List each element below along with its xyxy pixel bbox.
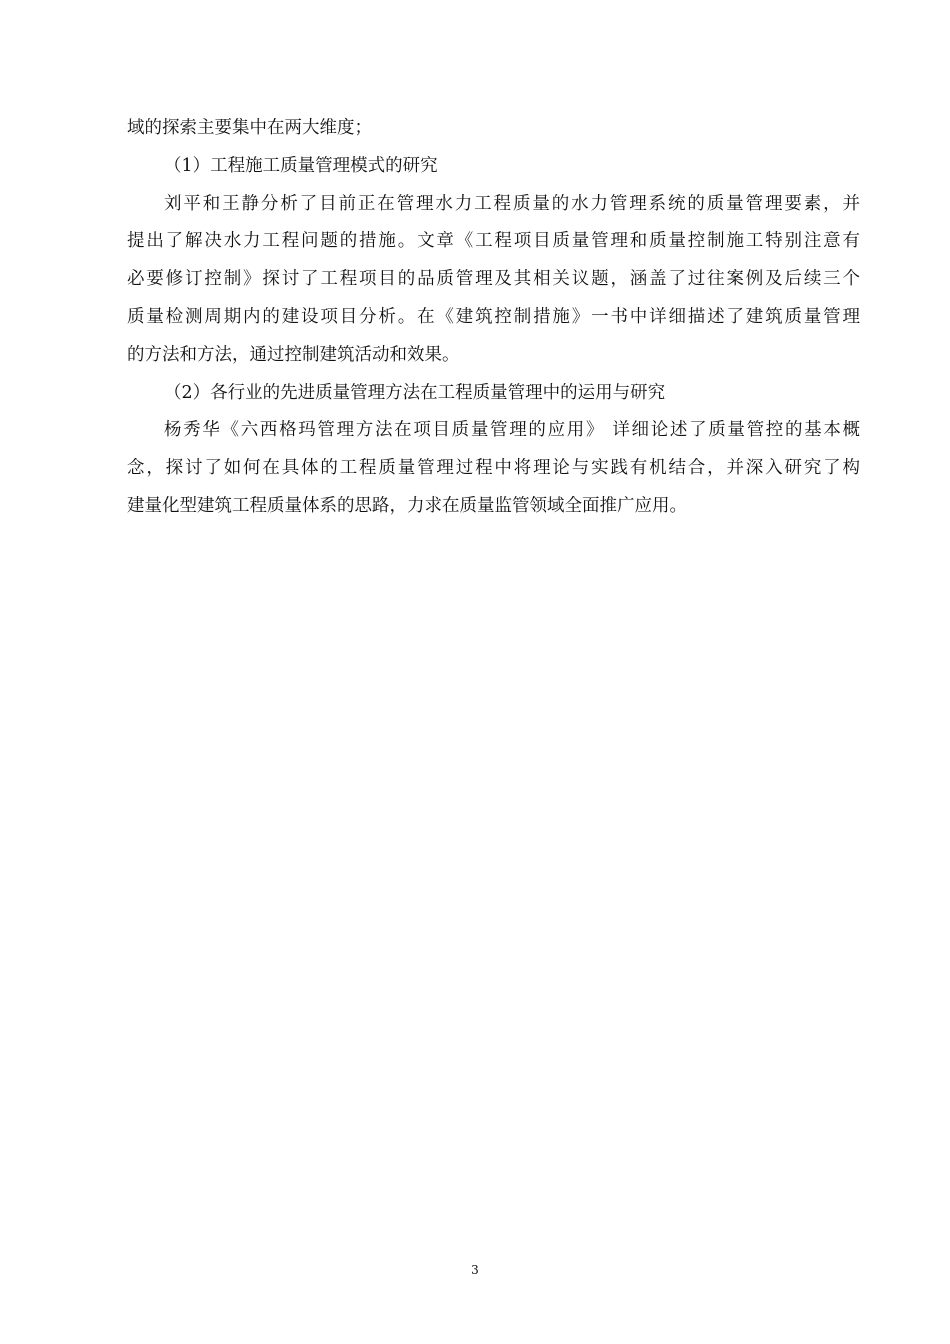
paragraph-line: 提出了解决水力工程问题的措施。文章《工程项目质量管理和质量控制施工特别注意有 [127, 231, 860, 252]
paragraph-line: 的方法和方法，通过控制建筑活动和效果。 [127, 344, 460, 365]
paragraph-line: 必要修订控制》探讨了工程项目的品质管理及其相关议题，涵盖了过往案例及后续三个 [127, 269, 860, 290]
paragraph-line: 质量检测周期内的建设项目分析。在《建筑控制措施》一书中详细描述了建筑质量管理 [127, 306, 860, 327]
paragraph-continuation-line: 域的探索主要集中在两大维度； [127, 118, 372, 138]
page-number: 3 [471, 1263, 479, 1277]
paragraph-line: 杨秀华《六西格玛管理方法在项目质量管理的应用》 详细论述了质量管控的基本概 [164, 420, 860, 441]
body-text [127, 110, 860, 526]
section-heading-2: （2）各行业的先进质量管理方法在工程质量管理中的运用与研究 [164, 382, 666, 403]
section-heading-1: （1）工程施工质量管理模式的研究 [164, 155, 438, 176]
paragraph-line: 建量化型建筑工程质量体系的思路，力求在质量监管领域全面推广应用。 [127, 495, 687, 516]
paragraph-line: 刘平和王静分析了目前正在管理水力工程质量的水力管理系统的质量管理要素，并 [164, 193, 860, 214]
paragraph-line: 念，探讨了如何在具体的工程质量管理过程中将理论与实践有机结合，并深入研究了构 [127, 458, 860, 479]
